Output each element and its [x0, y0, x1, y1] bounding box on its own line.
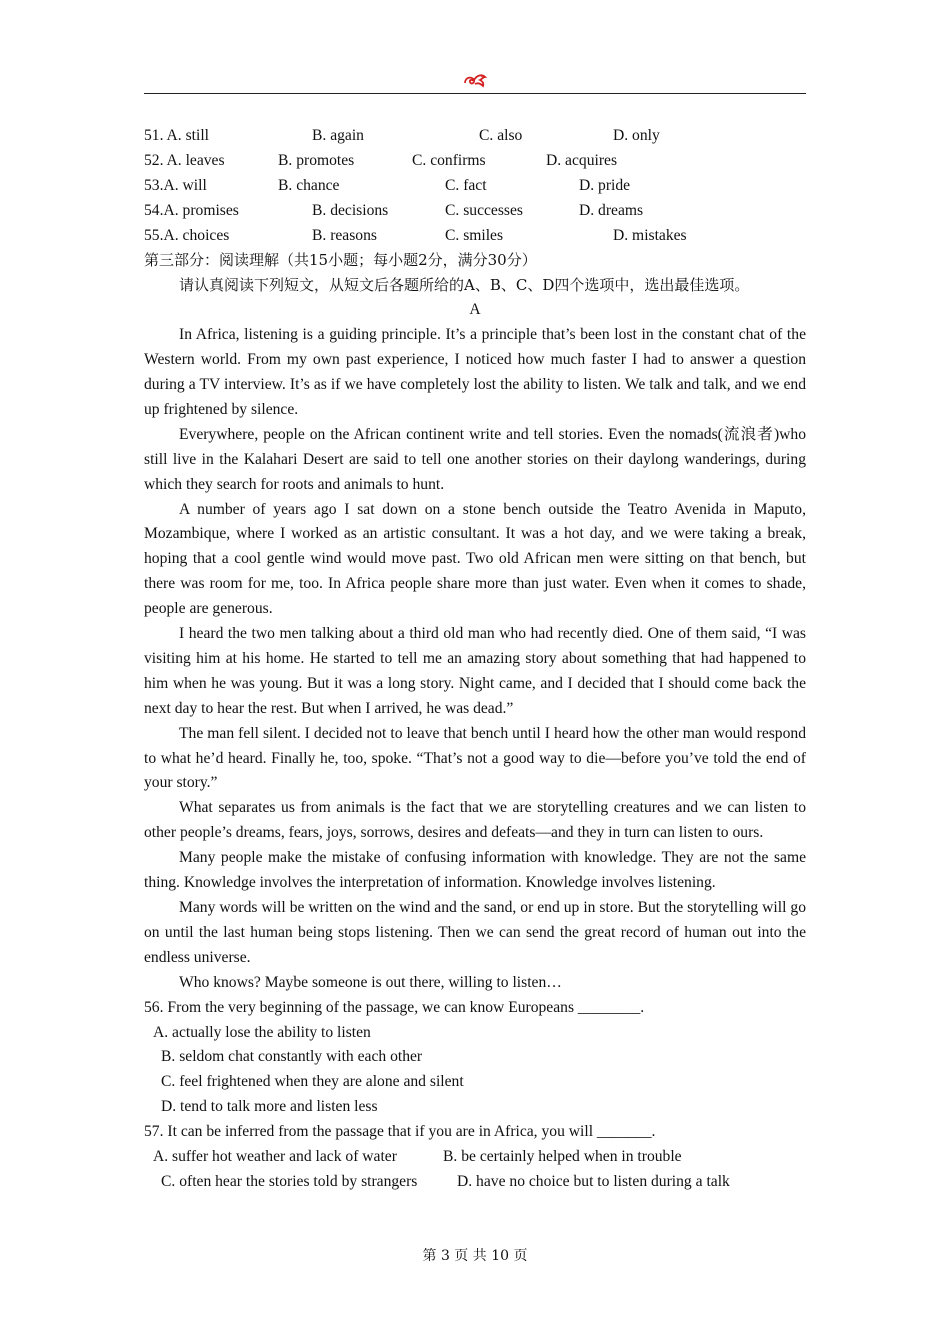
- section-instruction: 请认真阅读下列短文，从短文后各题所给的A、B、C、D四个选项中，选出最佳选项。: [179, 276, 750, 295]
- options-row-52: 52. A. leaves B. promotes C. confirms D. acquires: [144, 151, 618, 169]
- passage-paragraph: Many people make the mistake of confusing information with knowledge. They are not the same thing. Knowledge involves the interpretation of information. Knowledge involves listening.: [144, 849, 806, 892]
- options-row-51: 51. A. still B. again C. also D. only: [144, 127, 660, 144]
- question-56-option-d: D. tend to talk more and listen less: [161, 1098, 378, 1116]
- page-footer: 第 3 页 共 10 页: [422, 1248, 528, 1264]
- options-row-55: 55.A. choices B. reasons C. smiles D. mistakes: [144, 226, 687, 244]
- question-57-option-b: B. be certainly helped when in trouble: [443, 1148, 682, 1166]
- question-57-option-d: D. have no choice but to listen during a talk: [457, 1172, 730, 1190]
- red-swirl-logo-icon: [462, 71, 488, 89]
- passage-paragraph: Who knows? Maybe someone is out there, willing to listen…: [179, 973, 562, 991]
- options-row-53: 53.A. will B. chance C. fact D. pride: [144, 176, 631, 194]
- section-title: 第三部分：阅读理解（共15小题；每小题2分，满分30分）: [144, 251, 537, 270]
- question-57-option-a: A. suffer hot weather and lack of water: [153, 1148, 397, 1166]
- passage-paragraph: A number of years ago I sat down on a stone bench outside the Teatro Avenida in Maputo, Mozambique, where I worked as an artistic consultant. It was a hot day, and we were taking a break, hoping that a cool gentle wind would move past. Two old African men were sitting on that bench, but there was room for me, too. In Africa people share more than just water. Even when it comes to shade, people are generous.: [144, 500, 806, 618]
- page-header: [144, 68, 806, 94]
- question-57-stem: 57. It can be inferred from the passage that if you are in Africa, you will _______.: [144, 1123, 656, 1141]
- question-56-stem: 56. From the very beginning of the passage, we can know Europeans ________.: [144, 998, 645, 1016]
- document-body: [144, 124, 806, 1195]
- passage-paragraph: I heard the two men talking about a third old man who had recently died. One of them said, “I was visiting him at his home. He started to tell me an amazing story about something that had happened to him when he was young. But it was a long story. Night came, and I decided that I should come back the next day to hear the rest. But when I arrived, he was dead.”: [144, 625, 806, 717]
- question-56-option-c: C. feel frightened when they are alone and silent: [161, 1073, 464, 1091]
- options-row-54: 54.A. promises B. decisions C. successes D. dreams: [144, 201, 644, 219]
- question-57-option-c: C. often hear the stories told by strangers: [161, 1172, 418, 1190]
- question-56-option-a: A. actually lose the ability to listen: [153, 1023, 371, 1041]
- passage-paragraph: Everywhere, people on the African continent write and tell stories. Even the nomads(流浪者)who still live in the Kalahari Desert are said to tell one another stories on their daylong wanderings, during which they search for roots and animals to hunt.: [144, 425, 806, 493]
- passage-label: A: [469, 301, 481, 319]
- passage-paragraph: In Africa, listening is a guiding principle. It’s a principle that’s been lost in the constant chat of the Western world. From my own past experience, I noticed how much faster I had to answer a question during a TV interview. It’s as if we have completely lost the ability to listen. We talk and talk, and we end up frightened by silence.: [144, 326, 806, 418]
- question-57-options-row-2: [144, 1170, 806, 1195]
- question-57-options-row-1: [144, 1145, 806, 1170]
- passage-paragraph: What separates us from animals is the fact that we are storytelling creatures and we can listen to other people’s dreams, fears, joys, sorrows, desires and defeats—and they in turn can listen to ours.: [144, 799, 806, 842]
- passage-paragraph: Many words will be written on the wind and the sand, or end up in store. But the storytelling will go on until the last human being stops listening. Then we can send the great record of human out into the endless universe.: [144, 899, 806, 966]
- passage-paragraph: The man fell silent. I decided not to leave that bench until I heard how the other man would respond to what he’d heard. Finally he, too, spoke. “That’s not a good way to die—before you’ve told the end of your story.”: [144, 724, 806, 792]
- question-56-option-b: B. seldom chat constantly with each other: [161, 1048, 423, 1066]
